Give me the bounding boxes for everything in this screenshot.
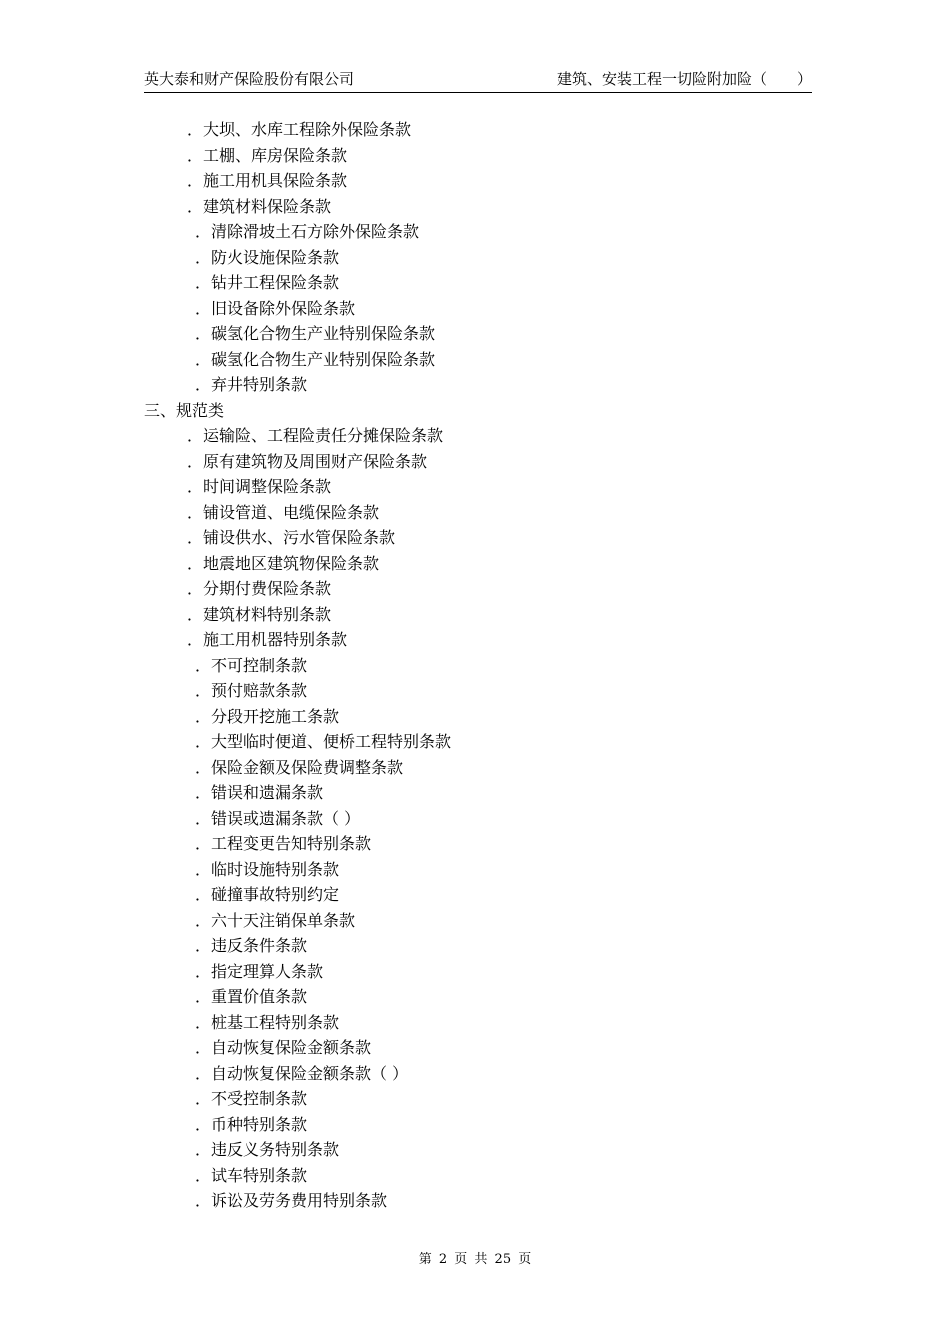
- clause-title: 铺设管道、电缆保险条款: [203, 502, 380, 522]
- list-item: [0, 1061, 950, 1087]
- bullet-mark: ．: [187, 502, 204, 522]
- list-item: [0, 1188, 950, 1214]
- clause-title: 预付赔款条款: [211, 681, 308, 700]
- clause-title: 地震地区建筑物保险条款: [203, 553, 380, 573]
- clause-title: 指定理算人条款: [211, 961, 324, 981]
- bullet-mark: ．: [187, 579, 204, 598]
- bullet-mark: ．: [195, 885, 212, 904]
- list-item: [0, 806, 950, 832]
- list-item: [0, 372, 950, 398]
- list-item: [0, 780, 950, 806]
- bullet-mark: ．: [195, 961, 212, 981]
- list-item: [0, 525, 950, 551]
- list-item: [0, 1035, 950, 1061]
- clause-title: 建筑材料保险条款: [203, 196, 332, 216]
- list-item: [0, 321, 950, 347]
- clause-title: 错误或遗漏条款（ ）: [211, 808, 361, 828]
- bullet-mark: ．: [187, 553, 204, 573]
- bullet-mark: ．: [195, 834, 212, 853]
- list-item: [0, 474, 950, 500]
- bullet-mark: ．: [195, 936, 212, 955]
- clause-title: 钻井工程保险条款: [211, 273, 340, 292]
- bullet-mark: ．: [195, 324, 212, 343]
- bullet-mark: ．: [195, 298, 212, 318]
- list-item: [0, 627, 950, 653]
- bullet-mark: ．: [195, 273, 212, 292]
- clause-title: 原有建筑物及周围财产保险条款: [203, 451, 428, 471]
- clause-title: 桩基工程特别条款: [211, 1012, 340, 1032]
- clause-title: 施工用机具保险条款: [203, 171, 348, 190]
- clause-title: 弃井特别条款: [211, 375, 308, 394]
- page-header: [144, 66, 812, 93]
- clause-title: 分段开挖施工条款: [211, 706, 340, 726]
- list-item: [0, 602, 950, 628]
- list-item: [0, 270, 950, 296]
- list-item: [0, 551, 950, 577]
- list-item: [0, 449, 950, 475]
- list-item: [0, 500, 950, 526]
- bullet-mark: ．: [195, 655, 212, 675]
- list-item: [0, 729, 950, 755]
- list-item: [0, 984, 950, 1010]
- bullet-mark: ．: [187, 630, 204, 649]
- bullet-mark: ．: [195, 247, 212, 267]
- bullet-mark: ．: [187, 196, 204, 216]
- list-item: [0, 1137, 950, 1163]
- list-item: [0, 831, 950, 857]
- list-item: [0, 117, 950, 143]
- list-item: [0, 296, 950, 322]
- bullet-mark: ．: [187, 145, 204, 165]
- list-item: [0, 1163, 950, 1189]
- list-item: [0, 959, 950, 985]
- bullet-mark: ．: [195, 910, 212, 930]
- list-item: [0, 755, 950, 781]
- bullet-mark: ．: [195, 1165, 212, 1185]
- clause-title: 碳氢化合物生产业特别保险条款: [211, 349, 436, 369]
- bullet-mark: ．: [195, 1140, 212, 1159]
- clause-title: 六十天注销保单条款: [211, 910, 356, 930]
- clause-title: 运输险、工程险责任分摊保险条款: [203, 426, 444, 445]
- list-item: [0, 678, 950, 704]
- bullet-mark: ．: [195, 732, 212, 751]
- bullet-mark: ．: [187, 451, 204, 471]
- clause-title: 铺设供水、污水管保险条款: [203, 528, 396, 547]
- bullet-mark: ．: [187, 171, 204, 190]
- clause-title: 分期付费保险条款: [203, 579, 332, 598]
- list-item: [0, 653, 950, 679]
- bullet-mark: ．: [187, 528, 204, 547]
- clause-title: 保险金额及保险费调整条款: [211, 757, 404, 777]
- clause-title: 工棚、库房保险条款: [203, 145, 348, 165]
- clause-title: 自动恢复保险金额条款（ ）: [211, 1063, 409, 1083]
- list-item: [0, 143, 950, 169]
- list-item: [0, 1010, 950, 1036]
- clause-title: 不受控制条款: [211, 1089, 308, 1108]
- clause-title: 施工用机器特别条款: [203, 630, 348, 649]
- section-heading: 三、规范类: [144, 400, 225, 420]
- clause-title: 违反义务特别条款: [211, 1140, 340, 1159]
- bullet-mark: ．: [187, 477, 204, 496]
- list-item: [0, 194, 950, 220]
- bullet-mark: ．: [195, 1012, 212, 1032]
- list-item: [0, 347, 950, 373]
- bullet-mark: ．: [195, 1114, 212, 1134]
- clause-title: 重置价值条款: [211, 987, 308, 1006]
- clause-group-a: [0, 117, 950, 219]
- clause-title: 违反条件条款: [211, 936, 308, 955]
- clause-group-d: [0, 653, 950, 1214]
- clause-title: 币种特别条款: [211, 1114, 308, 1134]
- clause-title: 碳氢化合物生产业特别保险条款: [211, 324, 436, 343]
- bullet-mark: ．: [195, 681, 212, 700]
- bullet-mark: ．: [195, 349, 212, 369]
- list-item: [0, 933, 950, 959]
- clause-title: 试车特别条款: [211, 1165, 308, 1185]
- bullet-mark: ．: [195, 808, 212, 828]
- bullet-mark: ．: [195, 757, 212, 777]
- clause-title: 建筑材料特别条款: [203, 604, 332, 624]
- bullet-mark: ．: [195, 1191, 212, 1210]
- clause-list: [0, 117, 950, 1214]
- clause-group-b: [0, 219, 950, 398]
- bullet-mark: ．: [195, 1063, 212, 1083]
- bullet-mark: ．: [195, 375, 212, 394]
- clause-title: 错误和遗漏条款: [211, 783, 324, 802]
- list-item: [0, 245, 950, 271]
- bullet-mark: ．: [195, 1038, 212, 1057]
- bullet-mark: ．: [195, 987, 212, 1006]
- clause-title: 自动恢复保险金额条款: [211, 1038, 372, 1057]
- list-item: [0, 423, 950, 449]
- list-item: [0, 704, 950, 730]
- clause-title: 防火设施保险条款: [211, 247, 340, 267]
- list-item: [0, 908, 950, 934]
- document-title: 建筑、安装工程一切险附加险（ ）: [556, 70, 812, 88]
- clause-title: 临时设施特别条款: [211, 859, 340, 879]
- list-item: [0, 168, 950, 194]
- bullet-mark: ．: [195, 783, 212, 802]
- list-item: [0, 1086, 950, 1112]
- list-item: [0, 1112, 950, 1138]
- clause-title: 诉讼及劳务费用特别条款: [211, 1191, 388, 1210]
- bullet-mark: ．: [195, 222, 212, 241]
- clause-title: 大坝、水库工程除外保险条款: [203, 120, 412, 139]
- list-item: [0, 857, 950, 883]
- clause-title: 不可控制条款: [211, 655, 308, 675]
- bullet-mark: ．: [187, 604, 204, 624]
- bullet-mark: ．: [195, 1089, 212, 1108]
- bullet-mark: ．: [195, 706, 212, 726]
- clause-title: 旧设备除外保险条款: [211, 298, 356, 318]
- list-item: [0, 882, 950, 908]
- clause-title: 清除滑坡土石方除外保险条款: [211, 222, 420, 241]
- clause-title: 时间调整保险条款: [203, 477, 332, 496]
- clause-group-c: [0, 423, 950, 653]
- list-item: [0, 219, 950, 245]
- clause-title: 碰撞事故特别约定: [211, 885, 340, 904]
- bullet-mark: ．: [187, 120, 204, 139]
- company-name: 英大泰和财产保险股份有限公司: [144, 70, 355, 88]
- page-number: 第 2 页 共 25 页: [418, 1252, 532, 1267]
- list-item: [0, 576, 950, 602]
- clause-title: 大型临时便道、便桥工程特别条款: [211, 732, 452, 751]
- clause-title: 工程变更告知特别条款: [211, 834, 372, 853]
- bullet-mark: ．: [195, 859, 212, 879]
- bullet-mark: ．: [187, 426, 204, 445]
